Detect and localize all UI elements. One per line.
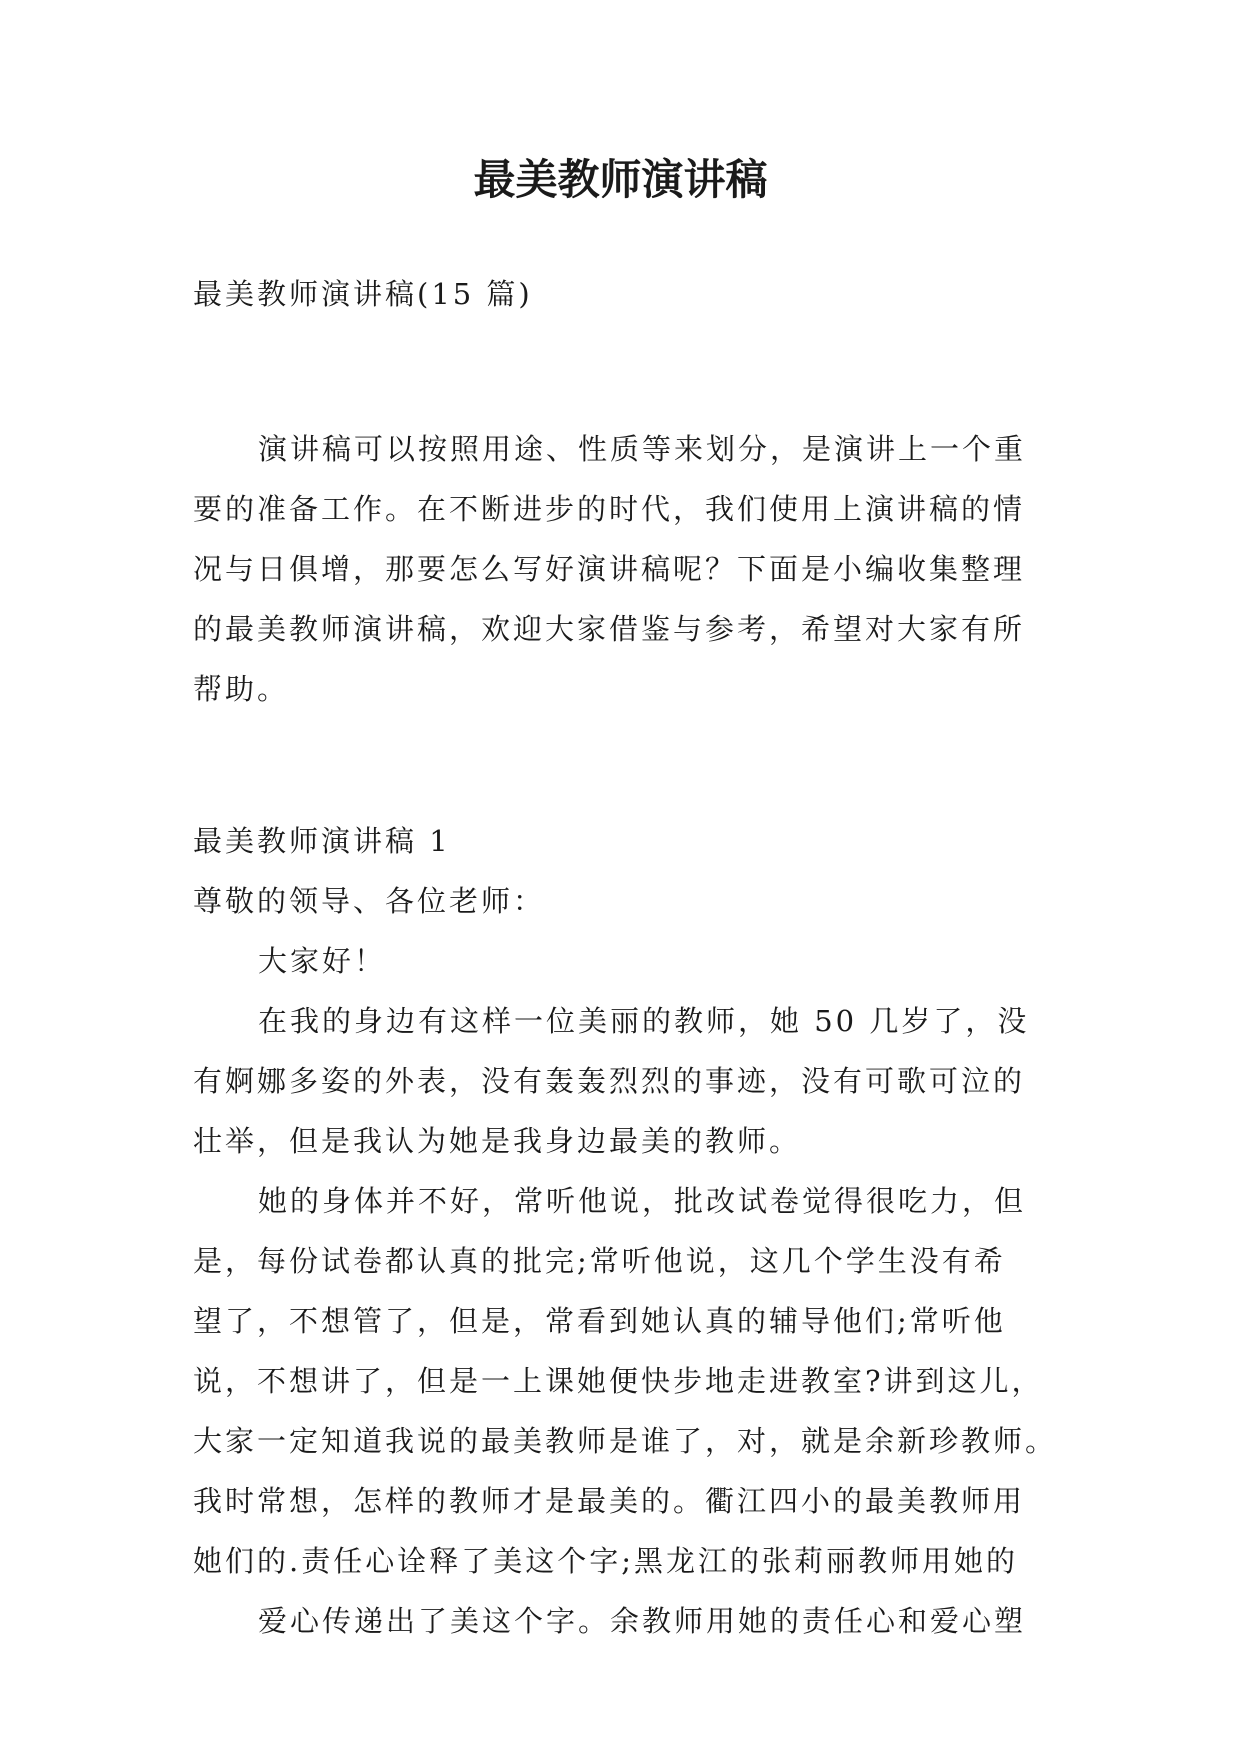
paragraph-1 [193, 991, 1059, 1171]
paragraph-line: 在我的身边有这样一位美丽的教师，她 50 几岁了，没 [258, 1004, 1030, 1038]
paragraph-line: 壮举，但是我认为她是我身边最美的教师。 [193, 1124, 802, 1158]
document-subtitle: 最美教师演讲稿(15 篇) [193, 277, 533, 311]
intro-line: 帮助。 [193, 672, 290, 706]
paragraph-line: 她的身体并不好，常听他说，批改试卷觉得很吃力，但 [258, 1184, 1027, 1218]
paragraph-line: 她们的.责任心诠释了美这个字;黑龙江的张莉丽教师用她的 [193, 1544, 1018, 1578]
intro-line: 演讲稿可以按照用途、性质等来划分，是演讲上一个重 [258, 432, 1027, 466]
intro-line: 要的准备工作。在不断进步的时代，我们使用上演讲稿的情 [193, 492, 1026, 526]
document-title: 最美教师演讲稿 [473, 155, 768, 204]
paragraph-line: 爱心传递出了美这个字。余教师用她的责任心和爱心塑 [258, 1604, 1027, 1638]
paragraph-line: 说，不想讲了，但是一上课她便快步地走进教室?讲到这儿， [193, 1364, 1044, 1398]
paragraph-2 [193, 1171, 1059, 1591]
document-body [193, 264, 1059, 1651]
section-heading: 最美教师演讲稿 1 [193, 824, 451, 858]
paragraph-line: 有婀娜多姿的外表，没有轰轰烈烈的事迹，没有可歌可泣的 [193, 1064, 1026, 1098]
paragraph-line: 望了，不想管了，但是，常看到她认真的辅导他们;常听他 [193, 1304, 1006, 1338]
paragraph-3 [193, 1591, 1059, 1651]
paragraph-line: 大家一定知道我说的最美教师是谁了，对，就是余新珍教师。 [193, 1424, 1058, 1458]
paragraph-line: 我时常想，怎样的教师才是最美的。衢江四小的最美教师用 [193, 1484, 1026, 1518]
intro-paragraph [193, 419, 1059, 719]
intro-line: 况与日俱增，那要怎么写好演讲稿呢？下面是小编收集整理 [193, 552, 1026, 586]
salutation: 尊敬的领导、各位老师： [193, 884, 546, 918]
greeting: 大家好！ [258, 944, 387, 978]
intro-line: 的最美教师演讲稿，欢迎大家借鉴与参考，希望对大家有所 [193, 612, 1026, 646]
paragraph-line: 是，每份试卷都认真的批完;常听他说，这几个学生没有希 [193, 1244, 1006, 1278]
